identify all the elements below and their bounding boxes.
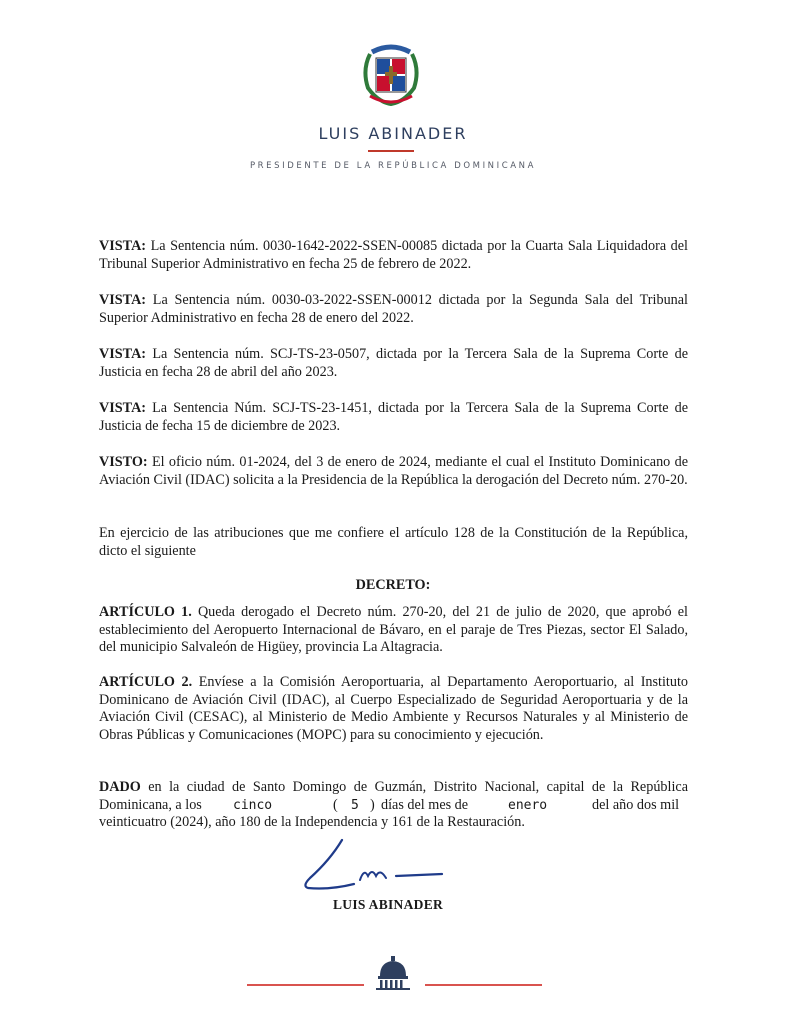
footer-divider-right xyxy=(425,984,542,986)
footer-divider-left xyxy=(247,984,364,986)
header-name: LUIS ABINADER xyxy=(318,124,468,143)
paragraph-text: La Sentencia núm. 0030-03-2022-SSEN-00012 dictada por la Segunda Sala del Tribunal Superior Administrativo en fecha 28 de enero del 2022. xyxy=(99,292,688,326)
paragraph-text: La Sentencia núm. 0030-1642-2022-SSEN-00085 dictada por la Cuarta Sala Liquidadora del Tribunal Superior Administrativo en fecha 25 de febrero de 2022. xyxy=(99,238,688,272)
paragraph-lead: VISTO: xyxy=(99,454,148,470)
dado-segment: días del mes de xyxy=(381,796,469,813)
decreto-heading: DECRETO: xyxy=(355,577,431,593)
paragraph-lead: VISTA: xyxy=(99,292,147,308)
header-divider xyxy=(368,150,414,152)
considerando-paragraph xyxy=(99,454,688,489)
paragraph-lead: VISTA: xyxy=(99,346,147,362)
dado-text: en la ciudad de Santo Domingo de Guzmán, Distrito Nacional, capital de la República xyxy=(140,779,688,795)
palace-dome-icon xyxy=(372,956,414,990)
paragraph-text: En ejercicio de las atribuciones que me confiere el artículo 128 de la Constitución de la República, dicto el siguiente xyxy=(99,525,688,559)
article-text: Envíese a la Comisión Aeroportuaria, al Departamento Aeroportuario, al Instituto Dominicano de Aviación Civil (IDAC), al Cuerpo Especializado de Seguridad Aeroportuaria y de la Aviación Civil (CESAC), al Ministerio de Medio Ambiente y Recursos Naturales y al Ministerio de Obras Públicas y Comunicaciones (MOPC) para su conocimiento y ejecución. xyxy=(99,674,688,743)
paragraph-text: La Sentencia Núm. SCJ-TS-23-1451, dictada por la Tercera Sala de la Suprema Corte de Justicia de fecha 15 de diciembre de 2023. xyxy=(99,400,688,434)
considerando-paragraph xyxy=(99,292,688,327)
paragraph-text: El oficio núm. 01-2024, del 3 de enero de 2024, mediante el cual el Instituto Dominicano de Aviación Civil (IDAC) solicita a la Presidencia de la República la derogación del Decreto núm. 270-20. xyxy=(99,454,688,488)
dado-segment: Dominicana, a los xyxy=(99,796,202,813)
article-1 xyxy=(99,604,688,657)
article-2 xyxy=(99,674,688,744)
handwritten-month: enero xyxy=(508,797,548,813)
preamble-paragraph xyxy=(99,525,688,560)
dado-line-3 xyxy=(99,814,688,832)
paren-close: ) xyxy=(370,796,375,813)
dado-block xyxy=(99,779,688,832)
dado-line-1 xyxy=(99,779,688,797)
considerando-paragraph xyxy=(99,400,688,435)
dado-lead: DADO xyxy=(99,779,141,795)
article-lead: ARTÍCULO 1. xyxy=(99,604,192,620)
dado-segment: del año dos mil xyxy=(592,796,680,813)
handwritten-day-number: 5 xyxy=(351,797,359,813)
dado-text: veinticuatro (2024), año 180 de la Independencia y 161 de la Restauración. xyxy=(99,814,525,830)
signatory-name: LUIS ABINADER xyxy=(333,897,444,912)
article-text: Queda derogado el Decreto núm. 270-20, del 21 de julio de 2020, que aprobó el establecimiento del Aeropuerto Internacional de Bávaro, en el paraje de Tres Piezas, sector El Salado, del municipio Salvaleón de Higüey, provincia La Altagracia. xyxy=(99,604,689,655)
paragraph-text: La Sentencia núm. SCJ-TS-23-0507, dictada por la Tercera Sala de la Suprema Corte de Justicia en fecha 28 de abril del año 2023. xyxy=(99,346,688,380)
dado-line-2 xyxy=(99,797,688,815)
header-title: PRESIDENTE DE LA REPÚBLICA DOMINICANA xyxy=(249,161,537,171)
handwritten-day-word: cinco xyxy=(233,797,273,813)
article-lead: ARTÍCULO 2. xyxy=(99,674,193,690)
coat-of-arms-icon xyxy=(356,36,426,108)
paragraph-lead: VISTA: xyxy=(99,400,147,416)
considerando-paragraph xyxy=(99,238,688,273)
signature-icon xyxy=(300,838,450,900)
considerando-paragraph xyxy=(99,346,688,381)
paren-open: ( xyxy=(333,796,338,813)
paragraph-lead: VISTA: xyxy=(99,238,147,254)
